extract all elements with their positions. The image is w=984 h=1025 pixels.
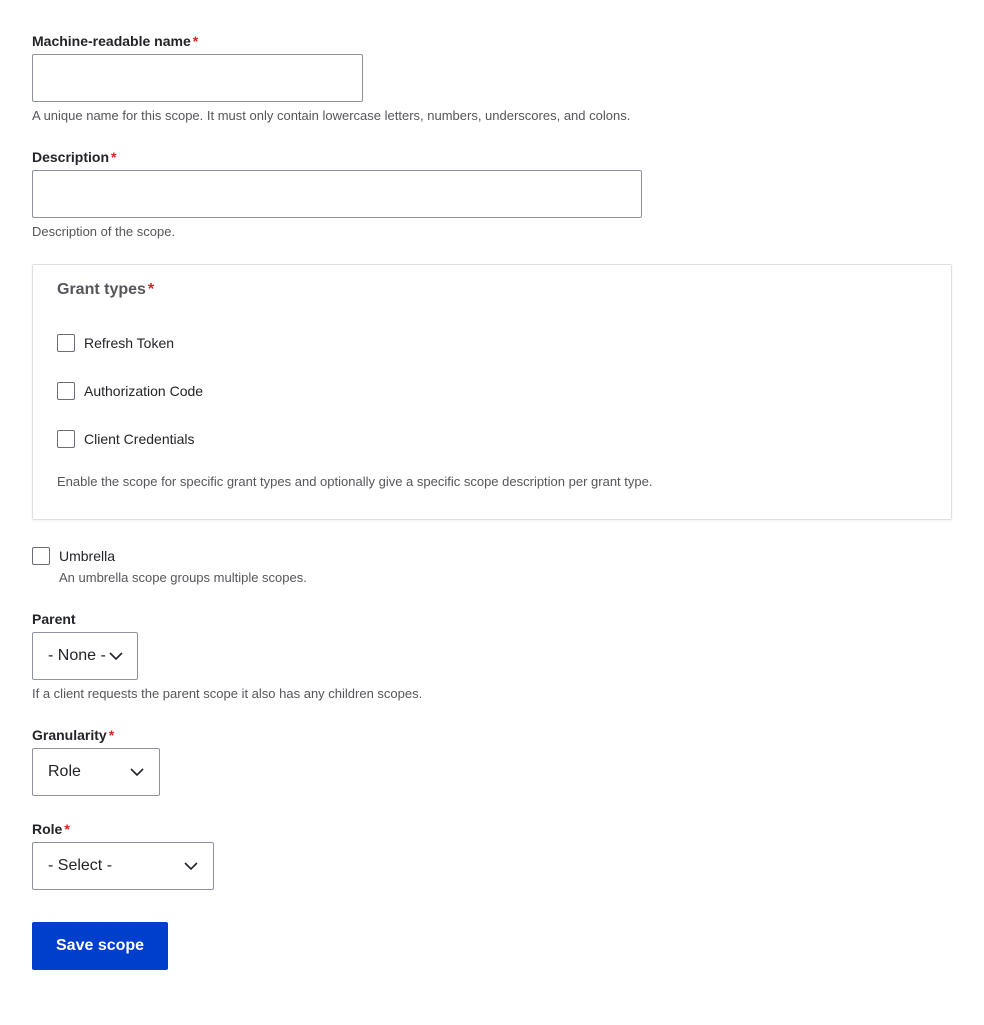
client-credentials-label[interactable]: Client Credentials <box>84 431 195 447</box>
umbrella-label[interactable]: Umbrella <box>59 548 116 564</box>
granularity-selected-value: Role <box>48 763 81 780</box>
parent-description: If a client requests the parent scope it also has any children scopes. <box>32 686 423 701</box>
refresh-token-checkbox[interactable] <box>57 334 75 352</box>
grant-types-fieldset <box>32 264 952 520</box>
client-credentials-checkbox[interactable] <box>57 430 75 448</box>
chevron-down-icon <box>129 766 145 778</box>
grant-type-refresh-token[interactable] <box>57 331 927 355</box>
granularity-select[interactable] <box>32 748 160 796</box>
umbrella-description: An umbrella scope groups multiple scopes. <box>59 570 307 585</box>
granularity-label: Granularity * <box>32 727 115 743</box>
machine-name-input[interactable] <box>32 54 363 102</box>
machine-name-item <box>32 32 952 124</box>
machine-name-label: Machine-readable name * <box>32 33 199 49</box>
umbrella-item <box>32 544 952 586</box>
role-label: Role * <box>32 821 70 837</box>
grant-types-legend: Grant types * <box>57 281 155 298</box>
chevron-down-icon <box>108 650 124 662</box>
parent-label: Parent <box>32 611 76 627</box>
role-selected-value: - Select - <box>48 857 113 874</box>
role-select[interactable] <box>32 842 214 890</box>
description-help: Description of the scope. <box>32 224 176 239</box>
umbrella-row[interactable] <box>32 544 952 568</box>
refresh-token-label[interactable]: Refresh Token <box>84 335 175 351</box>
chevron-down-icon <box>183 860 199 872</box>
grant-type-client-credentials[interactable] <box>57 427 927 451</box>
parent-item <box>32 610 952 702</box>
required-mark: * <box>192 33 199 49</box>
umbrella-checkbox[interactable] <box>32 547 50 565</box>
parent-selected-value: - None - <box>48 647 106 664</box>
authorization-code-checkbox[interactable] <box>57 382 75 400</box>
role-item <box>32 820 952 890</box>
description-label: Description * <box>32 149 117 165</box>
save-scope-button[interactable]: Save scope <box>32 922 168 970</box>
grant-types-description: Enable the scope for specific grant types and optionally give a specific scope description per grant type. <box>57 474 653 489</box>
required-mark: * <box>64 821 70 837</box>
description-item <box>32 148 952 240</box>
grant-type-authorization-code[interactable] <box>57 379 927 403</box>
required-mark: * <box>108 727 115 743</box>
required-mark: * <box>147 281 155 298</box>
required-mark: * <box>111 149 117 165</box>
description-input[interactable] <box>32 170 642 218</box>
parent-select[interactable] <box>32 632 138 680</box>
authorization-code-label[interactable]: Authorization Code <box>84 383 204 399</box>
machine-name-description: A unique name for this scope. It must only contain lowercase letters, numbers, underscores, and colons. <box>32 108 631 123</box>
granularity-item <box>32 726 952 796</box>
